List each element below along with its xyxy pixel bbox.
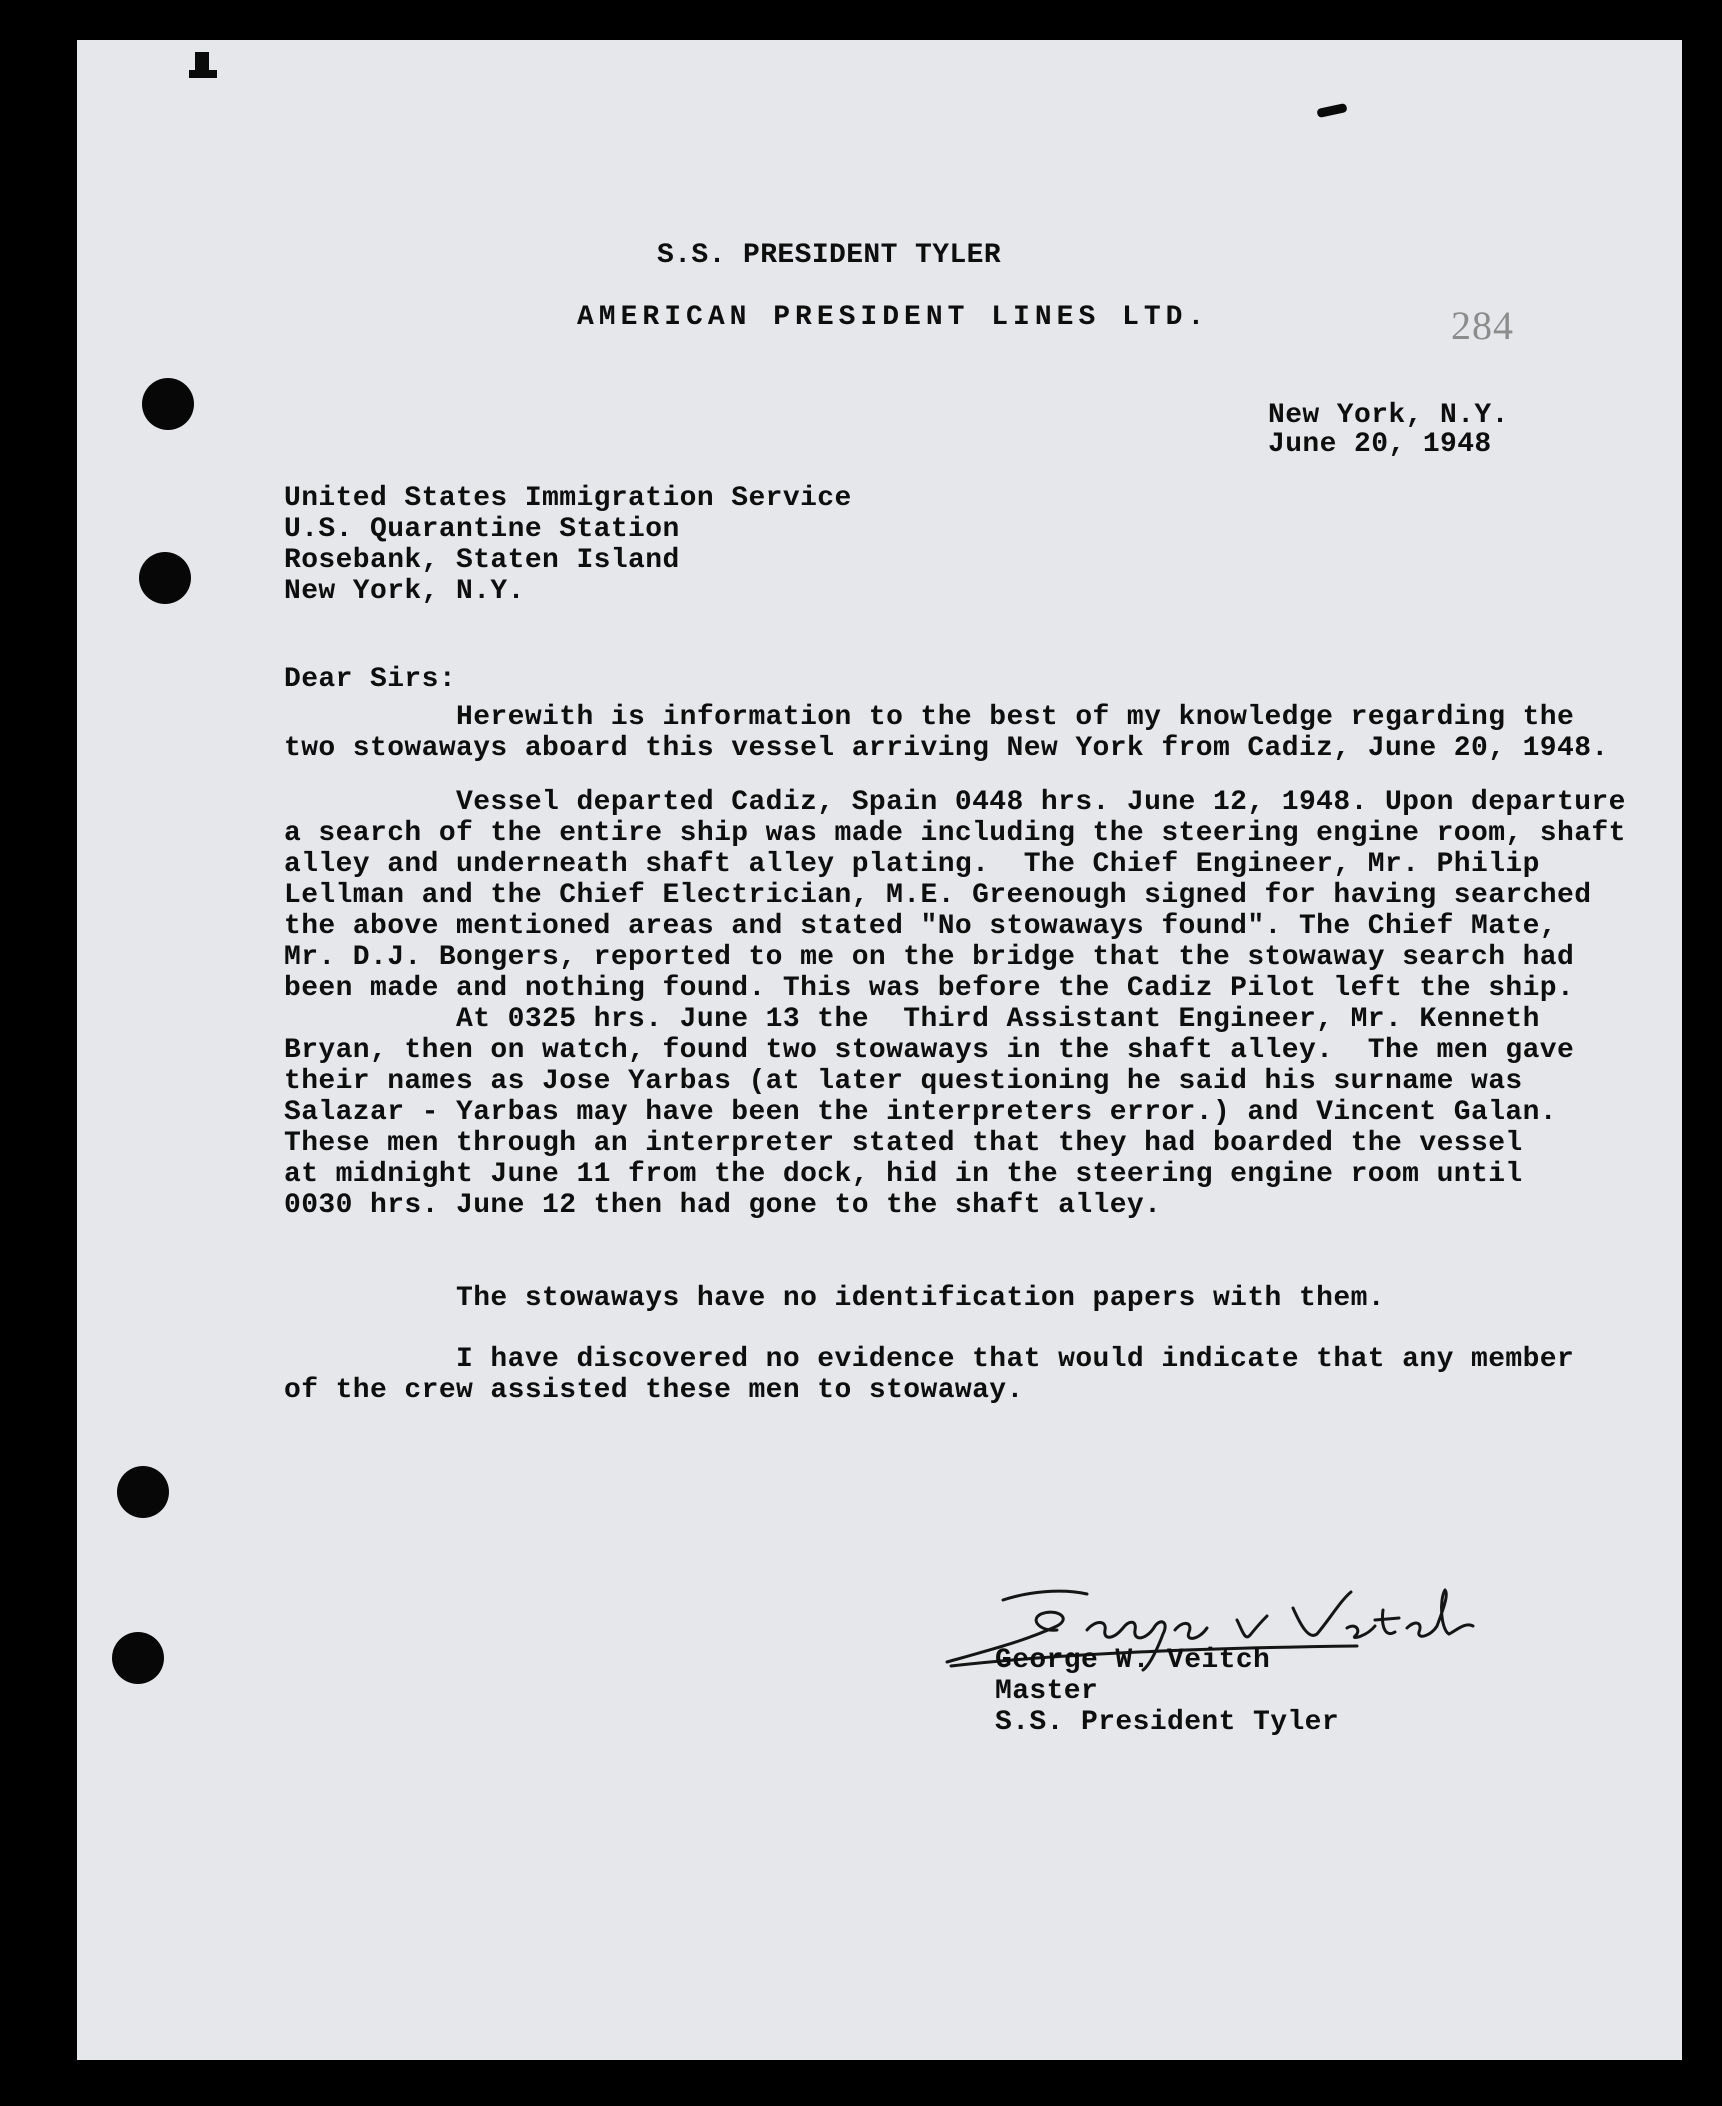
- scan-mark-top-left-base: [189, 70, 217, 78]
- body-line: of the crew assisted these men to stowaway.: [284, 1375, 1024, 1406]
- date-line: June 20, 1948: [1268, 429, 1492, 460]
- body-line: The stowaways have no identification papers with them.: [284, 1283, 1385, 1314]
- body-paragraph-5: [284, 1344, 1574, 1406]
- body-line: These men through an interpreter stated that they had boarded the vessel: [284, 1128, 1523, 1159]
- body-paragraph-4: [284, 1283, 1385, 1314]
- binder-hole-3: [117, 1466, 169, 1518]
- body-paragraph-3: [284, 1004, 1574, 1221]
- body-line: two stowaways aboard this vessel arriving New York from Cadiz, June 20, 1948.: [284, 733, 1609, 764]
- letterhead-company: AMERICAN PRESIDENT LINES LTD.: [577, 302, 1210, 333]
- body-line: Herewith is information to the best of my knowledge regarding the: [284, 702, 1575, 733]
- recipient-line: Rosebank, Staten Island: [284, 545, 680, 576]
- body-line: been made and nothing found. This was before the Cadiz Pilot left the ship.: [284, 973, 1575, 1004]
- body-line: Mr. D.J. Bongers, reported to me on the bridge that the stowaway search had: [284, 942, 1575, 973]
- signer-vessel: S.S. President Tyler: [995, 1707, 1340, 1738]
- salutation: Dear Sirs:: [284, 664, 457, 695]
- page-number: 284: [1451, 303, 1514, 348]
- signer-name: George W. Veitch: [995, 1645, 1271, 1676]
- body-line: alley and underneath shaft alley plating. The Chief Engineer, Mr. Philip: [284, 849, 1540, 880]
- body-line: the above mentioned areas and stated "No stowaways found". The Chief Mate,: [284, 911, 1558, 942]
- body-line: 0030 hrs. June 12 then had gone to the shaft alley.: [284, 1190, 1162, 1221]
- body-line: Bryan, then on watch, found two stowaways in the shaft alley. The men gave: [284, 1035, 1575, 1066]
- body-line: Vessel departed Cadiz, Spain 0448 hrs. June 12, 1948. Upon departure: [284, 787, 1626, 818]
- binder-hole-4: [112, 1632, 164, 1684]
- binder-hole-1: [142, 378, 194, 430]
- body-line: At 0325 hrs. June 13 the Third Assistant Engineer, Mr. Kenneth: [284, 1004, 1540, 1035]
- body-line: I have discovered no evidence that would indicate that any member: [284, 1344, 1575, 1375]
- body-line: a search of the entire ship was made including the steering engine room, shaft: [284, 818, 1626, 849]
- signature-block: [995, 1645, 1339, 1738]
- signer-title: Master: [995, 1676, 1099, 1707]
- recipient-line: U.S. Quarantine Station: [284, 514, 680, 545]
- body-paragraph-1: [284, 702, 1609, 764]
- scan-mark-top-right: [1316, 103, 1347, 118]
- body-line: Salazar - Yarbas may have been the interpreters error.) and Vincent Galan.: [284, 1097, 1558, 1128]
- place-line: New York, N.Y.: [1268, 400, 1509, 431]
- recipient-address: [284, 483, 852, 607]
- body-line: Lellman and the Chief Electrician, M.E. Greenough signed for having searched: [284, 880, 1592, 911]
- letterhead-ship: S.S. PRESIDENT TYLER: [657, 240, 1002, 271]
- body-line: their names as Jose Yarbas (at later questioning he said his surname was: [284, 1066, 1523, 1097]
- recipient-line: United States Immigration Service: [284, 483, 852, 514]
- recipient-line: New York, N.Y.: [284, 576, 525, 607]
- body-line: at midnight June 11 from the dock, hid in the steering engine room until: [284, 1159, 1523, 1190]
- body-paragraph-2: [284, 787, 1626, 1004]
- letter-page: [77, 40, 1682, 2060]
- binder-hole-2: [139, 552, 191, 604]
